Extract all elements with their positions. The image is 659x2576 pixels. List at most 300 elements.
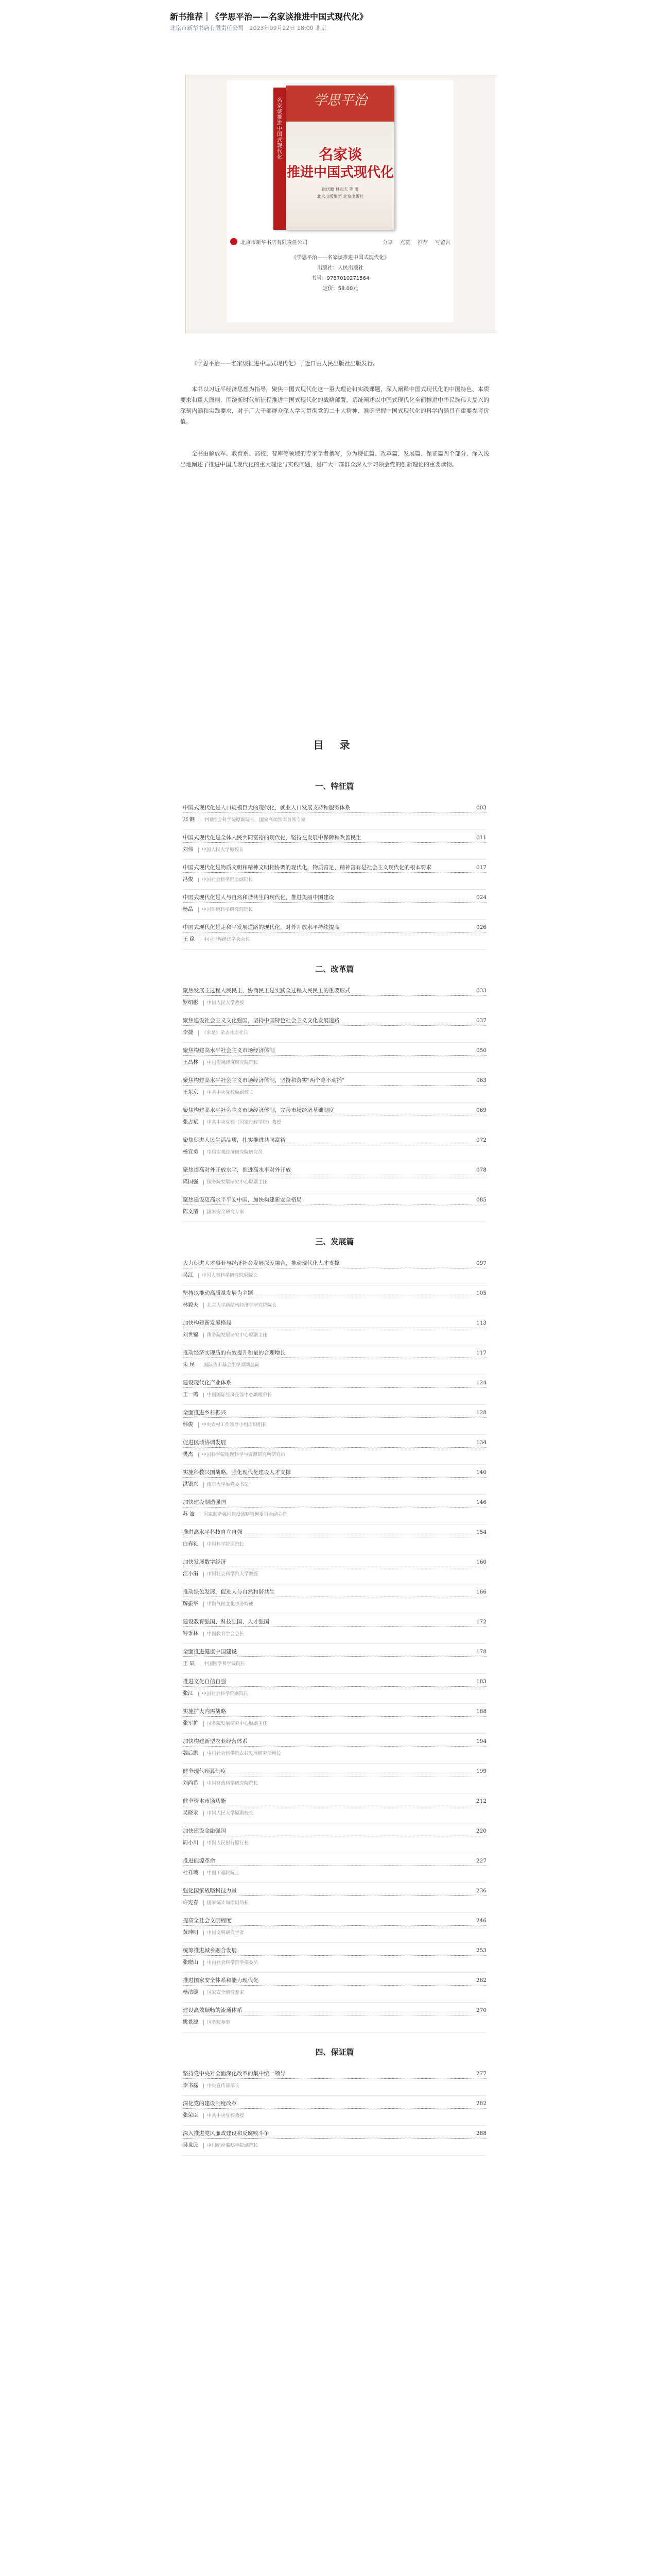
toc-entry-author-desc: 中央农村工作领导小组原副组长	[198, 1422, 267, 1428]
toc-entry-page: 011	[475, 834, 487, 842]
toc-entry-author-desc: 国际货币基金组织原副总裁	[200, 1363, 259, 1368]
toc-entry-title	[183, 1827, 487, 1836]
toc-entry	[183, 1076, 487, 1095]
toc-entry-page: 227	[475, 1857, 487, 1866]
toc-entry-author-line	[183, 1808, 487, 1816]
toc-entry-page: 183	[475, 1677, 487, 1686]
toc-entry-author: 张占斌	[183, 1120, 198, 1125]
toc-entry	[183, 893, 487, 912]
toc-entry-author-line	[183, 1898, 487, 1906]
toc-entry-author-line	[183, 935, 487, 942]
toc-entry-author-line	[183, 1838, 487, 1846]
publish-date: 2023年09月22日 18:00 北京	[249, 25, 327, 31]
toc-entry-author-line	[183, 1207, 487, 1215]
toc-entry-author-line	[183, 1539, 487, 1547]
cover-title-2: 推进中国式现代化	[286, 165, 394, 180]
toc-entry-page: 134	[475, 1438, 487, 1447]
toc-entry-page: 097	[475, 1259, 487, 1268]
toc-entry-title-text: 大力促进人才事业与经济社会发展深度融合，推动现代化人才支撑	[183, 1260, 340, 1266]
toc-entry-author: 吴江	[183, 1273, 193, 1278]
toc-entry-page: 172	[475, 1618, 487, 1626]
toc-divider	[183, 1673, 487, 1674]
toc-entry-title	[183, 1409, 487, 1418]
toc-entry-author-desc: 中国医学科学院院长	[200, 1662, 245, 1667]
toc-entry-title-text: 健全现代预算制度	[183, 1768, 226, 1774]
toc-entry-title-text: 中国式现代化是人与自然和谐共生的现代化，推进美丽中国建设	[183, 894, 334, 901]
toc-entry-author: 刘尚希	[183, 1781, 198, 1786]
toc-entry-title	[183, 1946, 487, 1956]
toc-entry	[183, 1196, 487, 1215]
toc-entry-author: 张晓山	[183, 1960, 198, 1965]
toc-entry-author-desc: 国务院发展研究中心原副主任	[203, 1333, 267, 1338]
toc-entry-page: 236	[475, 1887, 487, 1895]
toc-entry-author-line	[183, 1088, 487, 1095]
toc-entry	[183, 923, 487, 942]
toc-entry-author-desc: 中国宏观经济研究院研究员	[203, 1150, 263, 1155]
toc-section-heading: 三、发展篇	[315, 1237, 354, 1246]
toc-entry	[183, 1319, 487, 1338]
toc-divider	[183, 1703, 487, 1704]
toc-entry-author: 张荣臣	[183, 2113, 198, 2119]
hero-action-bar	[227, 235, 454, 248]
toc-entry-author-desc: 中国社会科学院大学教授	[203, 1572, 258, 1577]
toc-divider	[183, 859, 487, 860]
toc-entry	[183, 1946, 487, 1965]
toc-entry-page: 220	[475, 1827, 487, 1836]
toc-entry-page: 212	[475, 1797, 487, 1806]
toc-entry-author: 韩俊	[183, 1422, 193, 1428]
toc-entry-title-text: 聚焦构建高水平社会主义市场经济体制	[183, 1047, 275, 1054]
toc-entry-author: 刘伟	[183, 847, 193, 853]
toc-entry-author-line	[183, 1689, 487, 1697]
toc-entry-page: 072	[475, 1136, 487, 1145]
toc-entry-author: 朱 民	[183, 1362, 195, 1368]
toc-entry	[183, 1438, 487, 1458]
toc-entry	[183, 1379, 487, 1398]
toc-entry-page: 003	[475, 804, 487, 812]
toc-entry-author-desc: 中央宣传部部长	[203, 2083, 239, 2089]
toc-entry	[183, 1917, 487, 1936]
hero-actions	[383, 238, 450, 246]
toc-entry-title	[183, 1106, 487, 1115]
toc-entry-title	[183, 1588, 487, 1597]
toc-divider	[183, 889, 487, 890]
toc-entry-author-line	[183, 2141, 487, 2148]
toc-entry-author-desc: 国务院发展研究中心原副主任	[203, 1180, 267, 1185]
toc-entry-author-line	[183, 1117, 487, 1125]
book-info-publisher: 出版社：人民出版社	[317, 265, 363, 271]
hero-account[interactable]: 北京市新华书店有限责任公司	[240, 240, 307, 246]
toc-entry-title	[183, 2006, 487, 2015]
toc-entry-title-text: 加快建设制造强国	[183, 1499, 226, 1505]
toc-entry	[183, 1618, 487, 1637]
toc-entry-author: 李书磊	[183, 2083, 198, 2089]
toc-entry-page: 078	[475, 1166, 487, 1175]
toc-entry-title	[183, 1319, 487, 1328]
toc-entry	[183, 1106, 487, 1125]
toc-entry-author-desc: 中国人事科学研究院原院长	[198, 1273, 257, 1278]
book-info	[227, 253, 454, 294]
toc-entry-title-text: 加快构建新型农业经营体系	[183, 1738, 248, 1744]
toc-entry-author: 王东京	[183, 1090, 198, 1095]
toc-entry-title	[183, 1468, 487, 1478]
toc-entry-author: 吴晓求	[183, 1810, 198, 1816]
toc-entry-title-text: 聚焦构建高水平社会主义市场经济体制，坚持和落实"两个毫不动摇"	[183, 1077, 345, 1083]
toc-entry-title-text: 推进国家安全体系和能力现代化	[183, 1977, 258, 1984]
toc-entry-author: 张江	[183, 1691, 193, 1697]
toc-entry	[183, 1558, 487, 1577]
toc-divider	[183, 949, 487, 950]
toc-section-heading: 二、改革篇	[315, 964, 354, 974]
toc-entry-title	[183, 1976, 487, 1986]
toc-divider	[183, 2125, 487, 2126]
toc-entry-author-line	[183, 1480, 487, 1487]
toc-entry-title	[183, 1076, 487, 1086]
toc-entry-author-desc: 中国世界经济学会会长	[200, 937, 250, 942]
toc-entry-title-text: 推进高水平科技自立自强	[183, 1529, 242, 1535]
toc-entry-author-line	[183, 1569, 487, 1577]
toc-entry-author-desc: 中国社会科学院学部委员	[203, 1960, 258, 1965]
toc-entry-author-line	[183, 875, 487, 883]
toc-entry	[183, 1976, 487, 1995]
toc-entry-title-text: 推进能源革命	[183, 1858, 215, 1864]
toc-entry	[183, 1136, 487, 1155]
toc-entry-author-line	[183, 1659, 487, 1667]
toc-entry-author-line	[183, 2111, 487, 2119]
toc-divider	[183, 2095, 487, 2096]
toc-entry	[183, 804, 487, 823]
toc-entry	[183, 1468, 487, 1487]
toc-entry-title	[183, 1498, 487, 1507]
toc-entry-title-text: 坚持党中央对全面深化改革的集中统一领导	[183, 2071, 286, 2077]
toc-entry-author-desc: 中国社会科学院农村发展研究所所长	[203, 1751, 281, 1756]
toc-entry-author: 樊杰	[183, 1452, 193, 1458]
toc-entry-title	[183, 1558, 487, 1567]
toc-entry-author: 罗绍彬	[183, 1000, 198, 1006]
cover-title-1: 名家谈	[318, 146, 362, 163]
toc-entry	[183, 1767, 487, 1786]
toc-entry-title-text: 深化党的建设制度改革	[183, 2100, 237, 2107]
toc-entry-author-desc: 中共中央党校原副校长	[203, 1090, 253, 1095]
toc-entry-title	[183, 1528, 487, 1537]
toc-entry-page: 194	[475, 1737, 487, 1746]
toc-entry-page: 277	[475, 2070, 487, 2078]
toc-entry-title-text: 加快构建新发展格局	[183, 1320, 232, 1326]
toc-entry-author-line	[183, 1599, 487, 1607]
toc-entry-title	[183, 2099, 487, 2109]
toc-entry-author: 王 稳	[183, 937, 195, 942]
toc-entry-title-text: 强化国家战略科技力量	[183, 1888, 237, 1894]
toc-entry-title	[183, 923, 487, 933]
toc-entry-author-line	[183, 1928, 487, 1936]
toc-section-heading: 一、特征篇	[315, 782, 354, 791]
toc-entry	[183, 1827, 487, 1846]
toc-divider	[183, 919, 487, 920]
toc-entry-title	[183, 1857, 487, 1866]
toc-entry-author-line	[183, 1450, 487, 1458]
toc-entry-title	[183, 1618, 487, 1627]
toc-entry-author: 隆国强	[183, 1179, 198, 1185]
toc-entry-title-text: 聚焦提高对外开放水平，推进高水平对外开放	[183, 1167, 291, 1173]
toc-entry	[183, 1887, 487, 1906]
spine-title: 名家谈推进中国式现代化	[277, 98, 282, 160]
toc-entry-title-text: 聚焦构建高水平社会主义市场经济体制，完善市场经济基础制度	[183, 1107, 334, 1113]
toc-divider	[183, 2002, 487, 2003]
toc-entry-author: 张军扩	[183, 1721, 198, 1726]
toc-entry-page: 105	[475, 1289, 487, 1298]
toc-divider	[183, 1972, 487, 1973]
toc-entry-author-line	[183, 2018, 487, 2025]
toc-entry	[183, 1259, 487, 1278]
toc-entry-page: 166	[475, 1588, 487, 1597]
toc-entry	[183, 863, 487, 883]
toc-entry-title-text: 建设现代化产业体系	[183, 1380, 232, 1386]
toc-entry-author: 钟秉林	[183, 1631, 198, 1637]
toc-entry-title	[183, 1887, 487, 1896]
toc-entry	[183, 1588, 487, 1607]
toc-entry-author-desc: 中国文明研究学者	[203, 1930, 244, 1936]
toc-entry	[183, 1528, 487, 1547]
toc-entry-title-text: 聚焦发展主过程人民民主，协商民主是实践全过程人民民主的重要形式	[183, 988, 351, 994]
toc-entry	[183, 2099, 487, 2119]
toc-entry-author-line	[183, 905, 487, 912]
toc-entry-author: 郑 钢	[183, 817, 195, 823]
cover-publisher: 北京出版集团 北京出版社	[317, 194, 364, 199]
toc-entry-title-text: 健全资本市场功能	[183, 1798, 226, 1804]
toc-entry-author: 白春礼	[183, 1541, 198, 1547]
toc-entry-page: 033	[475, 987, 487, 995]
toc-entry-author: 苏 波	[183, 1512, 195, 1517]
toc-entry-title	[183, 804, 487, 813]
toc-entry	[183, 1016, 487, 1036]
toc-entry-author-desc: 中国科学院原院长	[203, 1542, 244, 1547]
toc-entry-author-line	[183, 998, 487, 1006]
toc-entry-title-text: 提高全社会文明程度	[183, 1918, 232, 1924]
toc-entry	[183, 987, 487, 1006]
toc-entry-author-line	[183, 2081, 487, 2089]
toc-entry-author-desc: 中国教育学会会长	[203, 1632, 244, 1637]
toc-entry-title	[183, 1136, 487, 1145]
toc-entry-title-text: 实施科教兴国战略，强化现代化建设人才支撑	[183, 1469, 291, 1476]
toc-entry-page: 146	[475, 1498, 487, 1507]
toc-entry-author-line	[183, 1390, 487, 1398]
toc-entry-author-desc: 中国工程院院士	[203, 1871, 239, 1876]
toc-entry-title	[183, 1349, 487, 1358]
toc-entry-title-text: 中国式现代化是全体人民共同富裕的现代化，坚持在发展中保障和改善民生	[183, 835, 361, 841]
toc-entry-author-desc: 中国人民大学原副校长	[203, 1811, 253, 1816]
hero-card	[227, 80, 454, 323]
toc-divider	[183, 1072, 487, 1073]
toc-entry-author: 李捷	[183, 1030, 193, 1036]
toc-entry-author: 冯俊	[183, 877, 193, 883]
toc-entry-title-text: 加快建设金融强国	[183, 1828, 226, 1834]
toc-entry-author-desc: 《求是》杂志社原社长	[198, 1030, 248, 1036]
toc-entry-author-desc: 中国气候变化事务特使	[203, 1602, 253, 1607]
toc-entry-title	[183, 2070, 487, 2079]
toc-entry-author-desc: 中国财政科学研究院院长	[203, 1781, 258, 1786]
toc-entry-author: 刘世锦	[183, 1332, 198, 1338]
toc-entry-author: 杨洁篪	[183, 1990, 198, 1995]
toc-entry-author-desc: 中国人民大学原校长	[198, 848, 244, 853]
hero-image	[185, 75, 495, 333]
toc-entry-title	[183, 893, 487, 903]
toc-section-heading: 四、保证篇	[315, 2047, 354, 2057]
toc-entry	[183, 1409, 487, 1428]
toc-entry-author-line	[183, 815, 487, 823]
toc-entry-title	[183, 2129, 487, 2139]
toc-entry-title-text: 推进文化自信自强	[183, 1679, 226, 1685]
toc-entry-page: 128	[475, 1409, 487, 1417]
toc-entry-page: 069	[475, 1106, 487, 1115]
toc-entry	[183, 1797, 487, 1816]
article-title: 新书推荐｜《学思平治——名家谈推进中国式现代化》	[170, 12, 368, 22]
toc-divider	[183, 1012, 487, 1013]
toc-entry-title-text: 中国式现代化是走和平发展道路的现代化，对外开放水平持续提高	[183, 924, 340, 930]
toc-entry-author-desc: 国家制造强国建设战略咨询委员会副主任	[200, 1512, 287, 1517]
toc-entry-title	[183, 1707, 487, 1717]
intro-paragraph-2: 本书以习近平经济思想为指导，聚焦中国式现代化这一重大理论和实践课题，深入阐释中国式现代化的中国特色、本质要求和重大原则，围绕新时代新征程推进中国式现代化的战略部署，系统阐述以中国式现代化全面推进中华民族伟大复兴的深刻内涵和实践要求，对于广大干部群众深入学习贯彻党的二十大精神、准确把握中国式现代化的科学内涵具有重要参考价值。	[180, 386, 489, 425]
toc-entry-author-desc: 中国纪检监察学院副院长	[203, 2143, 258, 2148]
toc-entry-title-text: 聚焦促进人民生活品质，扎实推进共同富裕	[183, 1137, 286, 1143]
toc-entry-page: 199	[475, 1767, 487, 1776]
toc-entry-title	[183, 1677, 487, 1687]
toc-entry-title	[183, 1196, 487, 1205]
toc-entry-title	[183, 1797, 487, 1806]
toc-entry	[183, 1648, 487, 1667]
toc-entry-title	[183, 834, 487, 843]
toc-entry	[183, 1857, 487, 1876]
toc-entry-author: 陈文清	[183, 1209, 198, 1215]
comment-button[interactable]: 写留言	[435, 240, 450, 246]
share-button[interactable]: 分享	[383, 240, 393, 246]
toc-entry-author: 姚景源	[183, 2020, 198, 2025]
toc-entry-author-desc: 中国人民银行原行长	[203, 1841, 249, 1846]
toc-entry	[183, 1349, 487, 1368]
book-info-price: 定价：58.00元	[322, 286, 358, 292]
toc-entry-page: 246	[475, 1917, 487, 1925]
toc-entry	[183, 1498, 487, 1517]
toc-entry-page: 124	[475, 1379, 487, 1387]
toc-entry-author-desc: 中国社会科学院原副院长，国家高端智库首席专家	[200, 818, 305, 823]
toc-divider	[183, 1912, 487, 1913]
toc-entry-author-line	[183, 1629, 487, 1637]
toc-entry-author: 江小涓	[183, 1571, 198, 1577]
toc-entry-page: 024	[475, 893, 487, 902]
toc-entry-page: 282	[475, 2099, 487, 2108]
toc-entry	[183, 1046, 487, 1065]
article-meta	[170, 24, 326, 32]
toc-entry	[183, 1166, 487, 1185]
toc-entry-author-line	[183, 1028, 487, 1036]
toc-entry-author-desc: 南京大学原党委书记	[203, 1482, 249, 1487]
toc-entry-page: 113	[475, 1319, 487, 1328]
toc-entry-author-line	[183, 845, 487, 853]
toc-entry-author-line	[183, 1147, 487, 1155]
account-avatar	[230, 238, 237, 245]
toc-entry	[183, 2129, 487, 2148]
toc-entry-title-text: 深入推进党风廉政建设和反腐败斗争	[183, 2130, 269, 2137]
toc-entry-title	[183, 987, 487, 996]
toc-entry-author-desc: 国家安全研究专家	[203, 1210, 244, 1215]
toc-entry-author-line	[183, 1330, 487, 1338]
toc-entry-author-line	[183, 1420, 487, 1428]
toc-entry-page: 253	[475, 1946, 487, 1955]
toc-entry-title-text: 加快发展数字经济	[183, 1559, 226, 1565]
toc-entry-page: 288	[475, 2129, 487, 2138]
toc-entry-title-text: 推动经济实现质的有效提升和量的合理增长	[183, 1350, 286, 1356]
toc-entry-title-text: 促进区域协调发展	[183, 1439, 226, 1446]
toc-entry-title	[183, 1648, 487, 1657]
cover-series: 学思平治	[313, 93, 367, 108]
toc-entry-title-text: 推动绿色发展，促进人与自然和谐共生	[183, 1589, 275, 1595]
toc-entry	[183, 834, 487, 853]
toc-entry-author: 杨晶	[183, 907, 193, 912]
toc-divider	[183, 1643, 487, 1644]
toc-entry-author-desc: 中国国际经济交流中心副理事长	[203, 1393, 272, 1398]
toc-entry-author-line	[183, 1868, 487, 1876]
recommend-button[interactable]: 推荐	[418, 240, 428, 246]
book-info-isbn: 书号：9787010271564	[311, 276, 370, 281]
toc-entry-page: 178	[475, 1648, 487, 1656]
toc-divider	[183, 1042, 487, 1043]
toc-entry-page: 140	[475, 1468, 487, 1477]
toc-entry-title-text: 聚焦建设更高水平平安中国，加快构建新安全格局	[183, 1197, 302, 1203]
toc-entry	[183, 1707, 487, 1726]
toc-entry-author: 王一鸣	[183, 1392, 198, 1398]
toc-entry-author-desc: 国家安全研究专家	[203, 1990, 244, 1995]
toc-entry-author-line	[183, 1778, 487, 1786]
toc-entry-title	[183, 1379, 487, 1388]
toc-entry-title	[183, 1767, 487, 1776]
toc-entry-title	[183, 1289, 487, 1298]
toc-divider	[183, 1733, 487, 1734]
toc-entry-title	[183, 1046, 487, 1056]
toc-entry-title-text: 全面推进健康中国建设	[183, 1649, 237, 1655]
toc-entry-author: 吴世民	[183, 2143, 198, 2148]
toc-divider	[183, 1942, 487, 1943]
toc-entry-title-text: 统筹推进城乡融合发展	[183, 1947, 237, 1954]
toc-entry-title-text: 中国式现代化是人口规模巨大的现代化，就业人口发展支持和服务体系	[183, 805, 351, 811]
toc-entry-author-desc: 中国社会科学院原副院长	[198, 877, 253, 883]
toc-entry-author-desc: 中国社会科学院副院长	[198, 1691, 248, 1697]
intro-paragraph-1: 《学思平治——名家谈推进中国式现代化》于近日由人民出版社出版发行。	[192, 360, 378, 367]
toc-divider	[183, 1404, 487, 1405]
toc-entry-author-desc: 国务院发展研究中心原副主任	[203, 1721, 267, 1726]
toc-entry-author: 杨宜勇	[183, 1149, 198, 1155]
toc-entry-author-desc: 中国人民大学教授	[203, 1001, 244, 1006]
like-button[interactable]: 点赞	[400, 240, 410, 246]
toc-entry-author: 林毅夫	[183, 1302, 198, 1308]
toc-entry-author-line	[183, 1177, 487, 1185]
toc-entry-author-desc: 中共中央党校（国家行政学院）教授	[203, 1120, 281, 1125]
toc-entry-author: 魏后凯	[183, 1751, 198, 1756]
toc-entry-title	[183, 863, 487, 873]
toc-entry-author: 王昌林	[183, 1060, 198, 1065]
toc-entry-title	[183, 1917, 487, 1926]
toc-entry-title-text: 建设教育强国、科技强国、人才强国	[183, 1619, 269, 1625]
toc-entry-page: 037	[475, 1016, 487, 1025]
toc-divider	[183, 2155, 487, 2156]
toc-entry	[183, 2006, 487, 2025]
toc-title: 目 录	[313, 739, 356, 751]
intro-paragraph-3: 全书由解放军、教育系、高校、智库等领域的专家学者撰写，分为特征篇、改革篇、发展篇、保证篇四个部分，深入浅出地阐述了推进中国式现代化的重大理论与实践问题，是广大干部群众深入学习领会党的创新理论的重要读物。	[180, 450, 489, 468]
toc-entry-author-line	[183, 1988, 487, 1995]
toc-entry-page: 085	[475, 1196, 487, 1205]
toc-entry-page: 262	[475, 1976, 487, 1985]
toc-entry-author-desc: 国家统计局原副局长	[203, 1901, 249, 1906]
account-link[interactable]: 北京市新华书店有限责任公司	[170, 25, 244, 31]
toc-entry-author: 解振华	[183, 1601, 198, 1607]
